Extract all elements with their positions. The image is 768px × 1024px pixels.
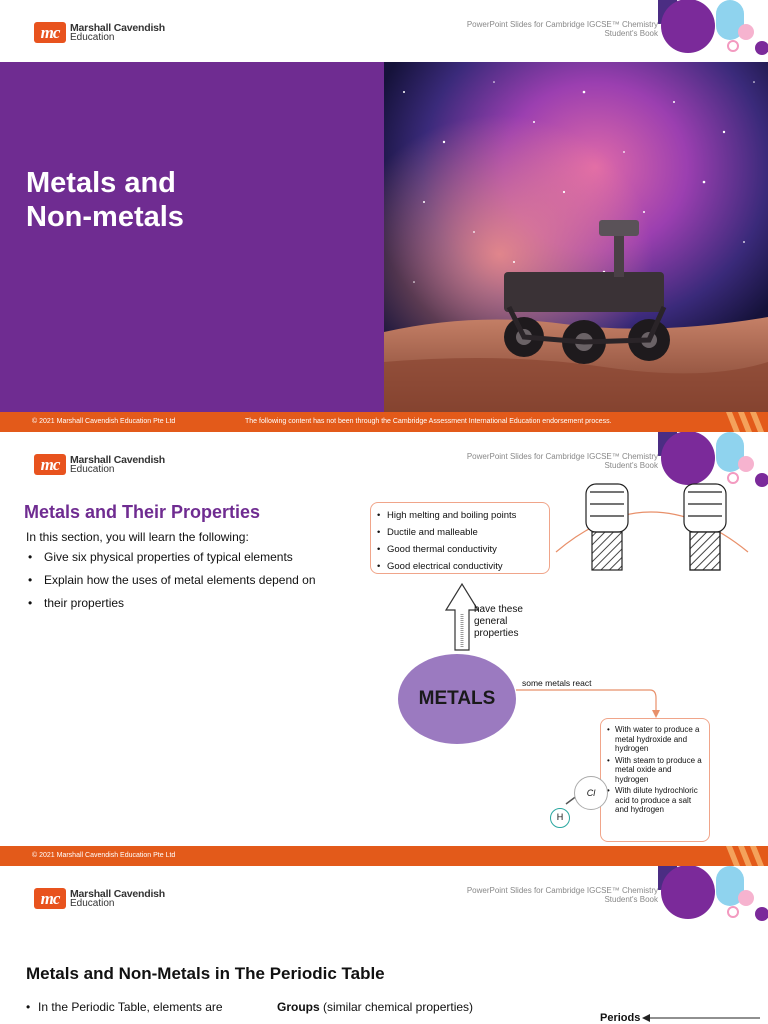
brand-logo: mc Marshall Cavendish Education (34, 888, 165, 909)
mars-rover-image (384, 62, 768, 412)
brand-logo: mc Marshall Cavendish Education (34, 454, 165, 475)
logo-mark: mc (34, 22, 66, 43)
brand-logo (34, 22, 165, 43)
section-title: Metals and Their Properties (24, 502, 261, 522)
logo-mark: mc (34, 454, 66, 475)
metals-oval: METALS (398, 654, 516, 744)
chlorine-atom: Cl (574, 776, 608, 810)
property-item: • Ductile and malleable (377, 524, 543, 541)
periods-label: Periods (600, 1012, 641, 1024)
slide-title-text: Metals and Non-metals (26, 167, 184, 233)
section-intro: In this section, you will learn the following: (26, 530, 249, 544)
reaction-item: • With dilute hydrochloric acid to produce a salt and hydrogen (607, 786, 703, 815)
reactions-box (600, 718, 710, 842)
property-item: • Good electrical conductivity (377, 558, 543, 575)
header-caption: PowerPoint Slides for Cambridge IGCSE™ Chemistry Student's Book (466, 452, 658, 470)
objective-item: • Explain how the uses of metal elements depend on (28, 569, 348, 592)
section-title: Metals and Non-Metals in The Periodic Table (26, 964, 385, 983)
footer-stripes (720, 412, 768, 432)
logo-text-line2: Education (70, 31, 115, 43)
arrow-label: have these general properties (474, 604, 523, 639)
slide-metal-properties (0, 432, 768, 866)
logo-text-line1: Marshall Cavendish (70, 21, 166, 34)
objective-item: • Give six physical properties of typical elements (28, 546, 348, 569)
hydrogen-atom: H (550, 808, 570, 828)
logo-mark: mc (34, 888, 66, 909)
fist-left-icon (586, 484, 628, 570)
objective-item: • their properties (28, 592, 348, 615)
title-panel (0, 62, 384, 412)
decorative-circles (658, 0, 768, 60)
footer-stripes (720, 846, 768, 866)
slide-footer: © 2021 Marshall Cavendish Education Pte Ltd The following content has not been through the Cambridge Assessment International Education endorsement process. (0, 412, 768, 432)
react-label: some metals react (522, 678, 592, 688)
bullet-text: • In the Periodic Table, elements are (38, 1000, 223, 1014)
header-caption: PowerPoint Slides for Cambridge IGCSE™ Chemistry Student's Book (466, 20, 658, 38)
slide-periodic-table (0, 866, 768, 1024)
reaction-item: • With steam to produce a metal oxide and hydrogen (607, 756, 703, 785)
property-item: • High melting and boiling points (377, 507, 543, 524)
properties-box (370, 502, 550, 574)
groups-text: Groups (similar chemical properties) (277, 1000, 474, 1014)
periods-arrow (0, 866, 768, 1024)
slide-title (0, 0, 768, 432)
reaction-item: • With water to produce a metal hydroxide and hydrogen (607, 725, 703, 754)
slide-footer: © 2021 Marshall Cavendish Education Pte Ltd (0, 846, 768, 866)
property-item: • Good thermal conductivity (377, 541, 543, 558)
header-caption: PowerPoint Slides for Cambridge IGCSE™ Chemistry Student's Book (466, 886, 658, 904)
